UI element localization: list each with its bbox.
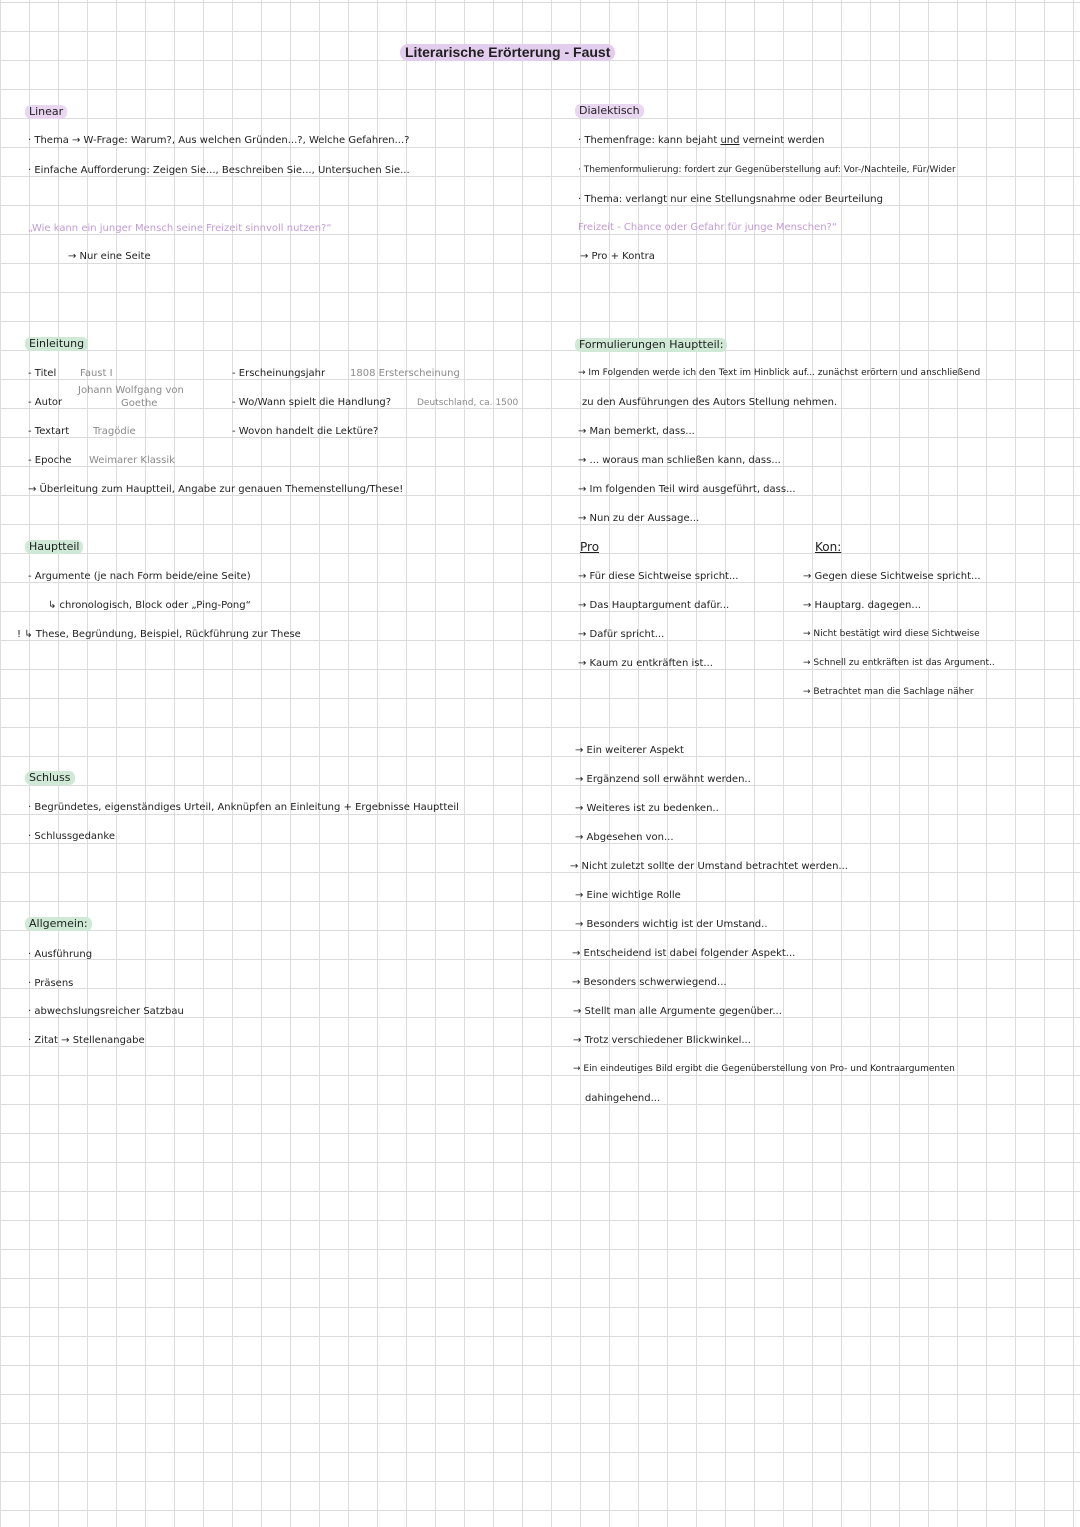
autor-value-line2: Goethe	[121, 398, 158, 409]
phrase-item: → Weiteres ist zu bedenken..	[575, 803, 719, 814]
schluss-item: · Schlussgedanke	[28, 831, 115, 842]
autor-label: - Autor	[28, 397, 63, 408]
phrase-item: → Stellt man alle Argumente gegenüber...	[573, 1006, 782, 1017]
hauptteil-item: ↳ chronologisch, Block oder „Ping-Pong“	[48, 600, 251, 611]
kon-item: → Nicht bestätigt wird diese Sichtweise	[803, 629, 980, 639]
phrase-item: dahingehend...	[585, 1093, 661, 1104]
pro-item: → Kaum zu entkräften ist...	[578, 658, 713, 669]
dialektisch-note: → Pro + Kontra	[580, 251, 655, 262]
allgemein-item: · abwechslungsreicher Satzbau	[28, 1006, 184, 1017]
heading-allgemein: Allgemein:	[25, 917, 92, 931]
formulierung-item: zu den Ausführungen des Autors Stellung nehmen.	[582, 397, 838, 408]
phrase-item: → Abgesehen von...	[575, 832, 674, 843]
kon-item: → Hauptarg. dagegen...	[803, 600, 921, 611]
dialektisch-line1-end: verneint werden	[742, 135, 825, 146]
heading-linear: Linear	[25, 105, 67, 119]
linear-note: → Nur eine Seite	[68, 251, 151, 262]
epoche-value: Weimarer Klassik	[89, 455, 175, 466]
dialektisch-line: · Themenformulierung: fordert zur Gegenüberstellung auf: Vor-/Nachteile, Für/Wider	[578, 165, 956, 175]
einleitung-transition: → Überleitung zum Hauptteil, Angabe zur genauen Themenstellung/These!	[28, 484, 404, 495]
pro-item: → Das Hauptargument dafür...	[578, 600, 730, 611]
titel-label: - Titel	[28, 368, 57, 379]
erscheinung-value: 1808 Ersterscheinung	[350, 368, 460, 379]
formulierung-item: → Im Folgenden werde ich den Text im Hinblick auf... zunächst erörtern und anschließend	[578, 368, 981, 378]
page-title: Literarische Erörterung - Faust	[400, 44, 615, 61]
phrase-item: → Trotz verschiedener Blickwinkel...	[573, 1035, 751, 1046]
phrase-item: → Besonders schwerwiegend...	[572, 977, 727, 988]
dialektisch-example-question: Freizeit - Chance oder Gefahr für junge Menschen?“	[578, 222, 838, 233]
formulierung-item: → ... woraus man schließen kann, dass...	[578, 455, 781, 466]
heading-pro: Pro	[580, 540, 600, 554]
heading-hauptteil: Hauptteil	[25, 540, 83, 554]
linear-item: · Thema → W-Frage: Warum?, Aus welchen Gründen...?, Welche Gefahren...?	[28, 135, 410, 146]
phrase-item: → Entscheidend ist dabei folgender Aspekt...	[572, 948, 796, 959]
phrase-item: → Ein eindeutiges Bild ergibt die Gegenüberstellung von Pro- und Kontraargumenten	[573, 1064, 955, 1074]
linear-example-question: „Wie kann ein junger Mensch seine Freizeit sinnvoll nutzen?“	[28, 223, 332, 234]
kon-item: → Gegen diese Sichtweise spricht...	[803, 571, 981, 582]
heading-formulierungen: Formulierungen Hauptteil:	[575, 338, 727, 352]
pro-item: → Für diese Sichtweise spricht...	[578, 571, 739, 582]
formulierung-item: → Im folgenden Teil wird ausgeführt, dass...	[578, 484, 796, 495]
formulierung-item: → Man bemerkt, dass...	[578, 426, 695, 437]
schluss-item: · Begründetes, eigenständiges Urteil, Anknüpfen an Einleitung + Ergebnisse Hauptteil	[28, 802, 459, 813]
heading-schluss: Schluss	[25, 771, 75, 785]
heading-dialektisch: Dialektisch	[575, 104, 644, 118]
titel-value: Faust I	[80, 368, 113, 379]
heading-einleitung: Einleitung	[25, 337, 88, 351]
hauptteil-item: ! ↳ These, Begründung, Beispiel, Rückführung zur These	[17, 629, 301, 640]
wo-label: - Wo/Wann spielt die Handlung?	[232, 397, 392, 408]
dialektisch-line1-start: · Themenfrage: kann bejaht	[578, 135, 718, 146]
phrase-item: → Besonders wichtig ist der Umstand..	[575, 919, 768, 930]
phrase-item: → Nicht zuletzt sollte der Umstand betrachtet werden...	[570, 861, 848, 872]
pro-item: → Dafür spricht...	[578, 629, 665, 640]
kon-item: → Schnell zu entkräften ist das Argument..	[803, 658, 995, 668]
kon-item: → Betrachtet man die Sachlage näher	[803, 687, 974, 697]
heading-kon: Kon:	[815, 540, 842, 554]
allgemein-item: · Zitat → Stellenangabe	[28, 1035, 145, 1046]
allgemein-item: · Ausführung	[28, 949, 93, 960]
phrase-item: → Eine wichtige Rolle	[575, 890, 681, 901]
phrase-item: → Ein weiterer Aspekt	[575, 745, 684, 756]
wovon-label: - Wovon handelt die Lektüre?	[232, 426, 379, 437]
dialektisch-line: · Thema: verlangt nur eine Stellungsnahme oder Beurteilung	[578, 194, 883, 205]
wo-value: Deutschland, ca. 1500	[417, 398, 519, 408]
linear-item: · Einfache Aufforderung: Zeigen Sie..., Beschreiben Sie..., Untersuchen Sie...	[28, 165, 410, 176]
textart-label: - Textart	[28, 426, 70, 437]
formulierung-item: → Nun zu der Aussage...	[578, 513, 700, 524]
phrase-item: → Ergänzend soll erwähnt werden..	[575, 774, 751, 785]
dialektisch-line1-und: und	[720, 135, 740, 146]
autor-value-line1: Johann Wolfgang von	[78, 385, 184, 396]
dialektisch-line	[578, 134, 825, 147]
allgemein-item: · Präsens	[28, 978, 74, 989]
hauptteil-item: - Argumente (je nach Form beide/eine Seite)	[28, 571, 251, 582]
epoche-label: - Epoche	[28, 455, 72, 466]
textart-value: Tragödie	[93, 426, 136, 437]
erscheinung-label: - Erscheinungsjahr	[232, 368, 326, 379]
